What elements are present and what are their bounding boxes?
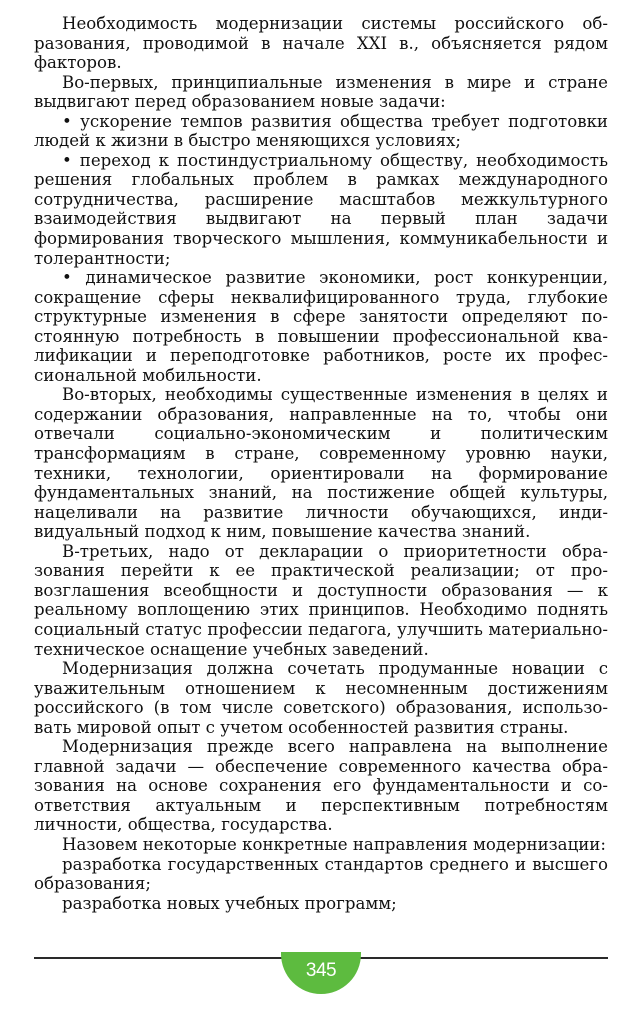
paragraph-firstly: Во-первых, принципиальные изменения в мире и стране выдвигают перед образованием новые задачи: bbox=[34, 72, 608, 112]
paragraph-thirdly: В-третьих, надо от декларации о приоритетности образования перейти к ее практической реализации; от провозглашения всеобщности и доступности образования — к реальному воплощению этих принципов. Необходимо поднять социальный статус профессии педагога, улучшить материально-техническое оснащение учебных заведений. bbox=[34, 541, 608, 659]
page-number-badge: 345 bbox=[281, 952, 361, 994]
bullet-item-economy: • динамическое развитие экономики, рост конкуренции, сокращение сферы неквалифицированного труда, глубокие структурные изменения в сфере занятости определяют постоянную потребность в повышении профессиональной квалификации и переподготовке работников, росте их профессиональной мобильности. bbox=[34, 268, 608, 385]
list-item-standards: разработка государственных стандартов среднего и высшего образования; bbox=[34, 854, 608, 894]
paragraph-main-task: Модернизация прежде всего направлена на выполнение главной задачи — обеспечение современного качества образования на основе сохранения его фундаментальности и соответствия актуальным и перспективным потребностям личности, общества, государства. bbox=[34, 737, 608, 835]
paragraph-modernization-balance: Модернизация должна сочетать продуманные новации с уважительным отношением к несомненным достижениям российского (в том числе советского) образования, использовать мировой опыт с учетом особенностей развития страны. bbox=[34, 659, 608, 737]
bullet-item-postindustrial: • переход к постиндустриальному обществу, необходимость решения глобальных проблем в рамках международного сотрудничества, расширение масштабов межкультурного взаимодействия выдвигают на первый план задачи формирования творческого мышления, коммуникабельности и толерантности; bbox=[34, 150, 608, 268]
paragraph-intro: Необходимость модернизации системы российского образования, проводимой в начале XXI в., объясняется рядом факторов. bbox=[34, 14, 608, 73]
body-text bbox=[34, 14, 608, 913]
paragraph-directions-intro: Назовем некоторые конкретные направления модернизации: bbox=[62, 834, 606, 854]
paragraph-secondly: Во-вторых, необходимы существенные изменения в целях и содержании образования, направленные на то, чтобы они отвечали социально-экономическим и политическим трансформациям в стране, современному уровню науки, техники, технологии, ориентировали на формирование фундаментальных знаний, на постижение общей культуры, нацеливали на развитие личности обучающихся, индивидуальный подход к ним, повышение качества знаний. bbox=[34, 385, 608, 542]
list-item-programs: разработка новых учебных программ; bbox=[62, 893, 397, 913]
bullet-item-acceleration: • ускорение темпов развития общества требует подготовки людей к жизни в быстро меняющихся условиях; bbox=[34, 111, 608, 151]
